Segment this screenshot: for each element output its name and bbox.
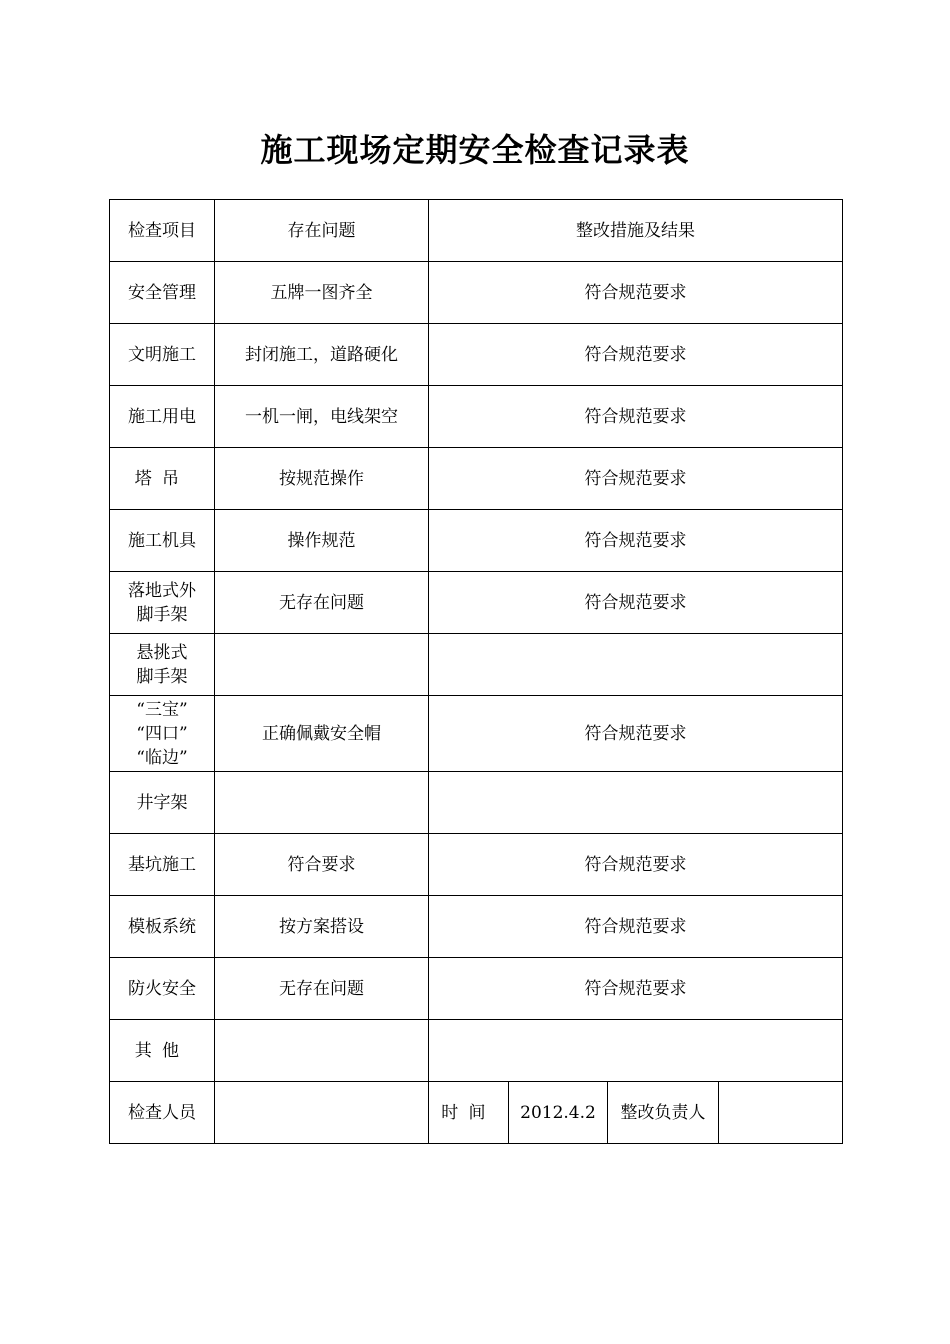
time-label-cell: 时间 bbox=[429, 1082, 509, 1144]
result-cell: 符合规范要求 bbox=[429, 696, 843, 772]
inspection-record-table bbox=[109, 199, 843, 1144]
item-cell bbox=[110, 572, 215, 634]
problem-cell bbox=[215, 772, 429, 834]
item-line: “临边” bbox=[136, 747, 188, 768]
problem-cell: 按方案搭设 bbox=[215, 896, 429, 958]
table-row bbox=[110, 634, 843, 696]
result-cell: 符合规范要求 bbox=[429, 834, 843, 896]
result-cell: 符合规范要求 bbox=[429, 958, 843, 1020]
item-cell: 施工机具 bbox=[110, 510, 215, 572]
item-cell: 井字架 bbox=[110, 772, 215, 834]
responsible-label-cell: 整改负责人 bbox=[608, 1082, 719, 1144]
item-cell: 基坑施工 bbox=[110, 834, 215, 896]
inspector-value-cell bbox=[215, 1082, 429, 1144]
table-row bbox=[110, 448, 843, 510]
problem-cell: 操作规范 bbox=[215, 510, 429, 572]
responsible-value-cell bbox=[719, 1082, 843, 1144]
problem-cell: 一机一闸，电线架空 bbox=[215, 386, 429, 448]
table-row bbox=[110, 510, 843, 572]
problem-cell: 无存在问题 bbox=[215, 958, 429, 1020]
header-result-cell: 整改措施及结果 bbox=[429, 200, 843, 262]
table-row bbox=[110, 696, 843, 772]
result-cell: 符合规范要求 bbox=[429, 386, 843, 448]
item-line: 落地式外 bbox=[128, 580, 196, 601]
item-line: 脚手架 bbox=[136, 604, 188, 625]
item-cell: 其他 bbox=[110, 1020, 215, 1082]
table-row bbox=[110, 324, 843, 386]
result-cell: 符合规范要求 bbox=[429, 572, 843, 634]
table-row bbox=[110, 958, 843, 1020]
item-cell bbox=[110, 634, 215, 696]
table-row bbox=[110, 772, 843, 834]
problem-cell bbox=[215, 1020, 429, 1082]
item-cell: 塔吊 bbox=[110, 448, 215, 510]
table-footer-row bbox=[110, 1082, 843, 1144]
result-cell bbox=[429, 634, 843, 696]
table-row bbox=[110, 386, 843, 448]
problem-cell: 五牌一图齐全 bbox=[215, 262, 429, 324]
result-cell: 符合规范要求 bbox=[429, 510, 843, 572]
table-row bbox=[110, 1020, 843, 1082]
item-cell: 文明施工 bbox=[110, 324, 215, 386]
item-cell: 安全管理 bbox=[110, 262, 215, 324]
item-cell: 防火安全 bbox=[110, 958, 215, 1020]
result-cell: 符合规范要求 bbox=[429, 324, 843, 386]
problem-cell: 按规范操作 bbox=[215, 448, 429, 510]
result-cell: 符合规范要求 bbox=[429, 448, 843, 510]
header-item-cell: 检查项目 bbox=[110, 200, 215, 262]
header-problem-cell: 存在问题 bbox=[215, 200, 429, 262]
time-value-cell: 2012.4.2 bbox=[509, 1082, 608, 1144]
inspector-label-cell: 检查人员 bbox=[110, 1082, 215, 1144]
item-line: 悬挑式 bbox=[136, 642, 188, 663]
problem-cell: 无存在问题 bbox=[215, 572, 429, 634]
result-cell: 符合规范要求 bbox=[429, 896, 843, 958]
table-row bbox=[110, 834, 843, 896]
result-cell bbox=[429, 1020, 843, 1082]
item-line: “四口” bbox=[136, 723, 188, 744]
table-row bbox=[110, 262, 843, 324]
item-cell bbox=[110, 696, 215, 772]
table-row bbox=[110, 572, 843, 634]
item-line: 脚手架 bbox=[136, 666, 188, 687]
result-cell bbox=[429, 772, 843, 834]
table-header-row bbox=[110, 200, 843, 262]
problem-cell: 正确佩戴安全帽 bbox=[215, 696, 429, 772]
problem-cell: 封闭施工，道路硬化 bbox=[215, 324, 429, 386]
item-cell: 施工用电 bbox=[110, 386, 215, 448]
problem-cell bbox=[215, 634, 429, 696]
page-title: 施工现场定期安全检查记录表 bbox=[260, 131, 690, 169]
item-line: “三宝” bbox=[136, 699, 188, 720]
result-cell: 符合规范要求 bbox=[429, 262, 843, 324]
problem-cell: 符合要求 bbox=[215, 834, 429, 896]
item-cell: 模板系统 bbox=[110, 896, 215, 958]
table-row bbox=[110, 896, 843, 958]
